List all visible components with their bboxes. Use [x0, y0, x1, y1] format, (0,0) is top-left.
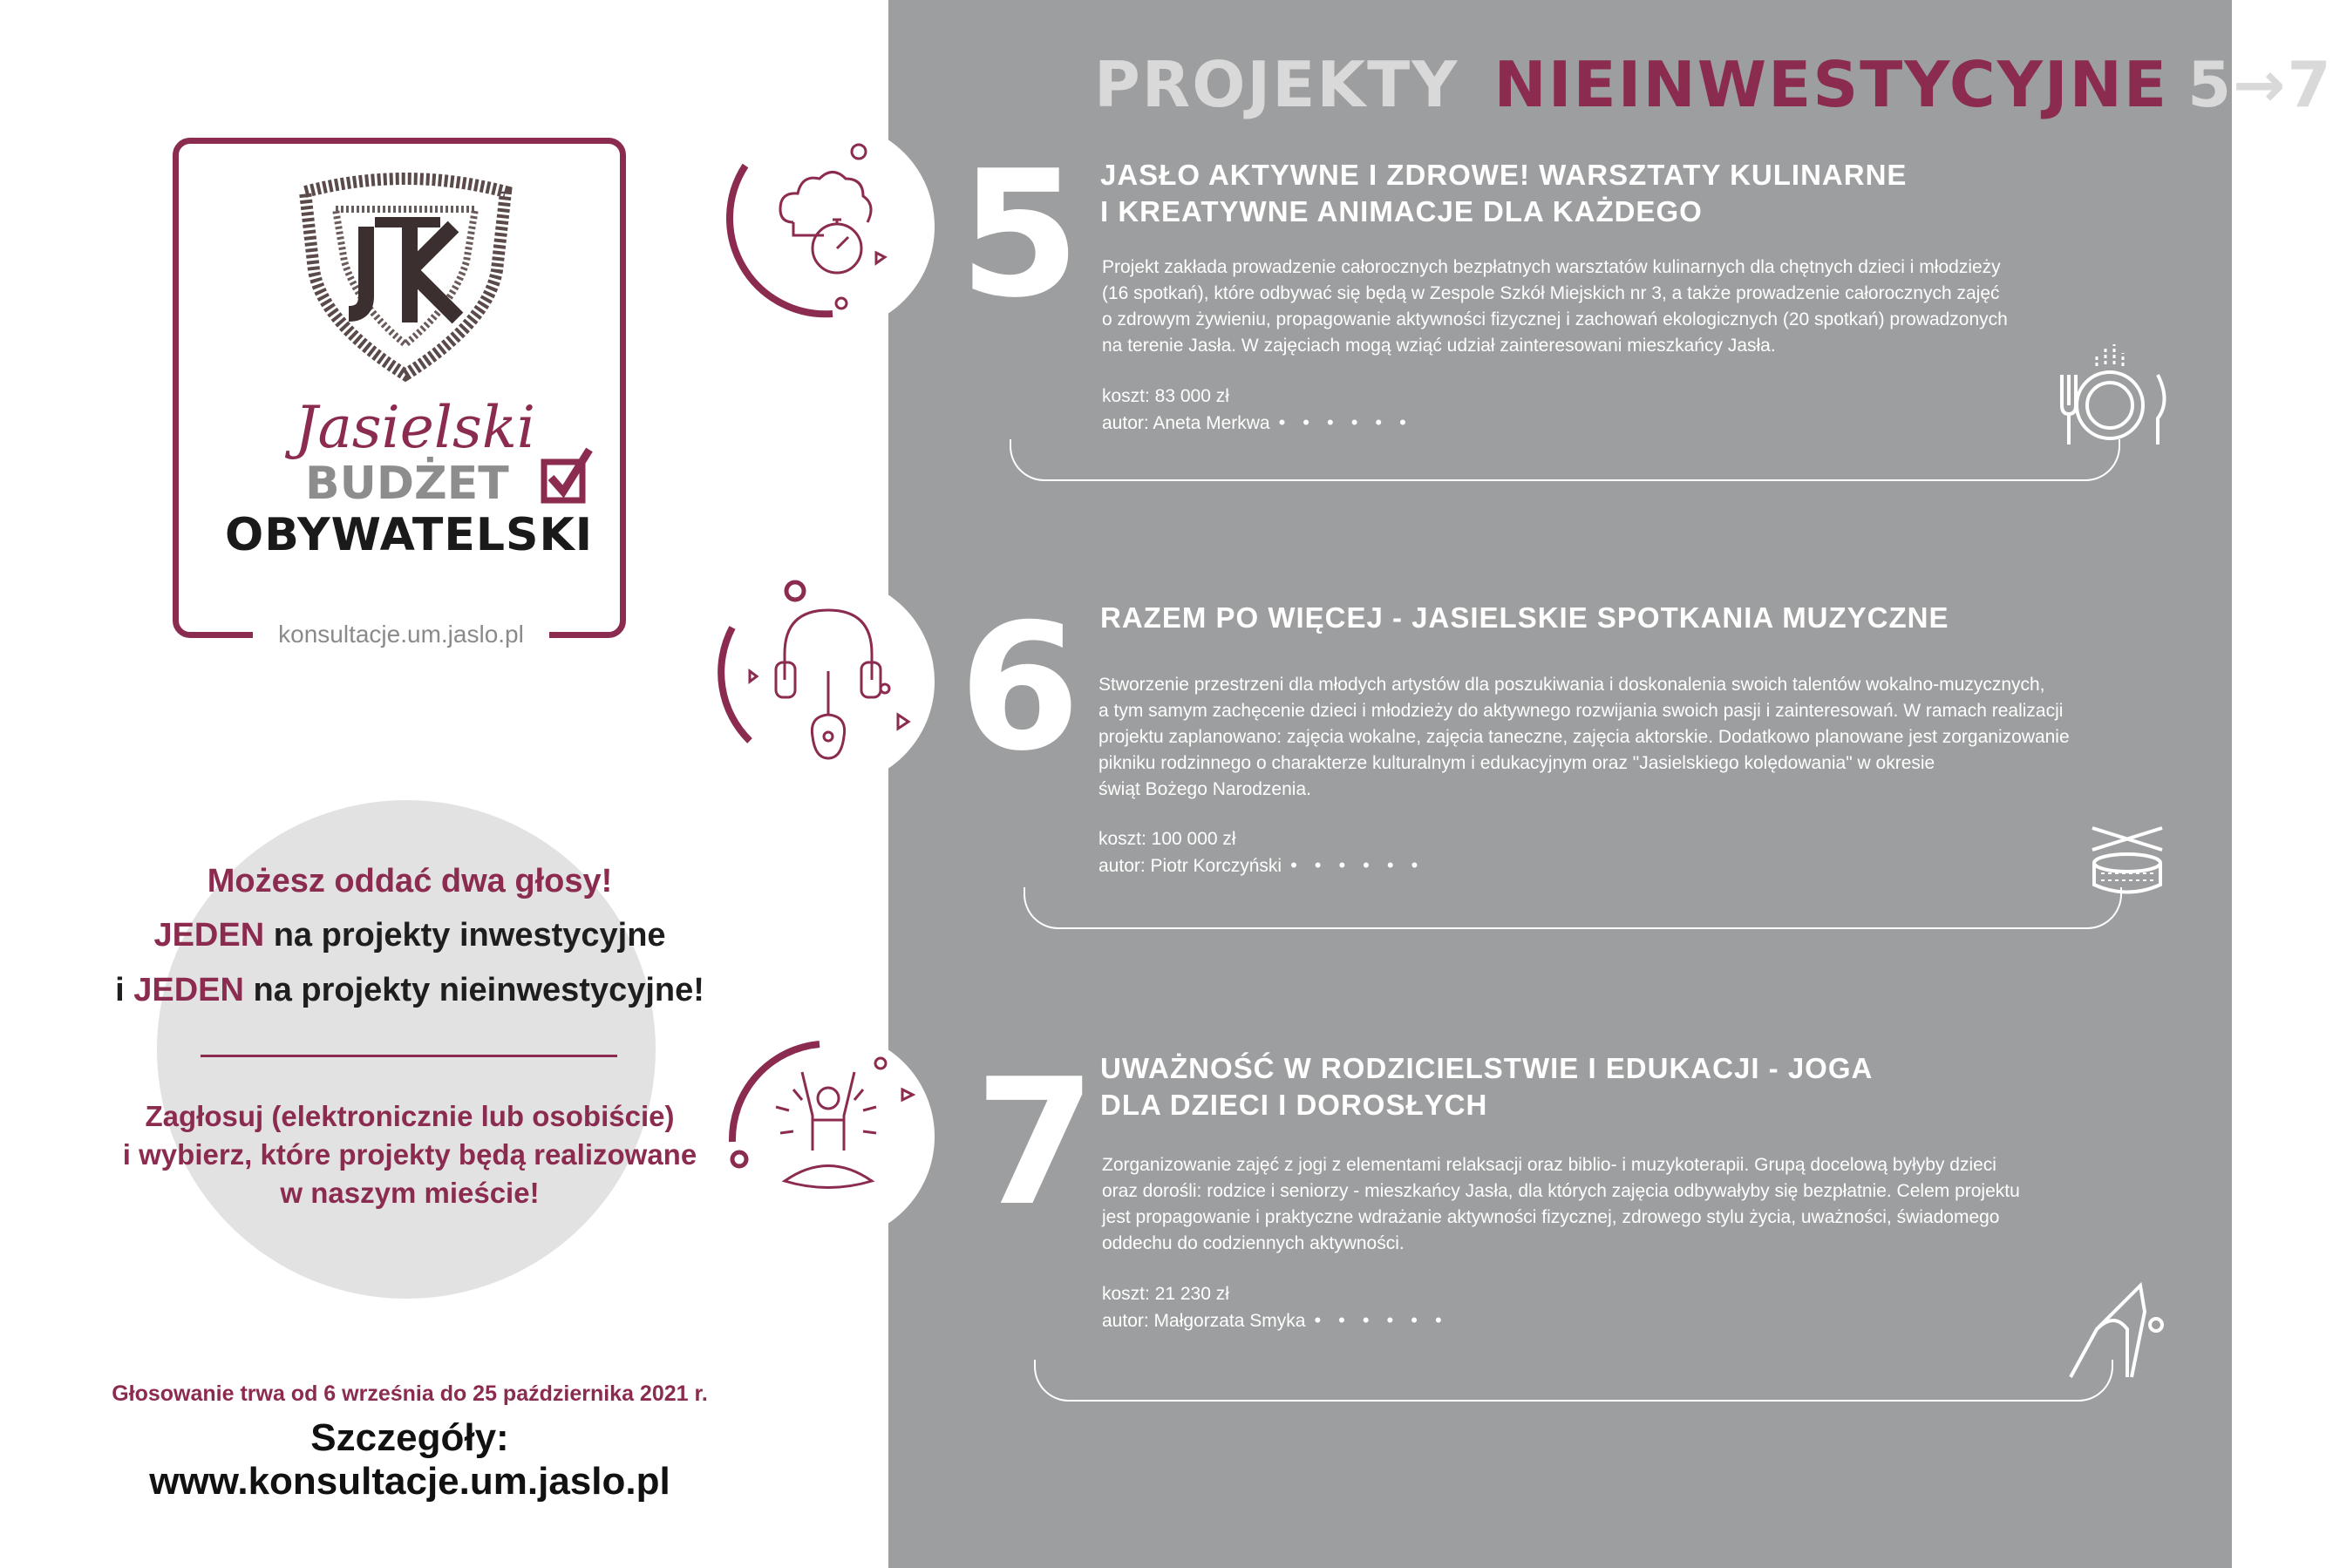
vote-accent-one: JEDEN	[153, 917, 265, 954]
project-6-desc-line: a tym samym zachęcenie dzieci i młodzieży do aktywnego rozwijania swoich pasji i zainteresowań. W ramach realizacji	[1098, 701, 2064, 721]
vote-line-noninvestment-text: na projekty nieinwestycyjne!	[243, 972, 704, 1008]
title-word-projekty: PROJEKTY	[1094, 48, 1459, 121]
project-5-underline	[1010, 439, 2120, 481]
dots-decoration: ••••••	[1278, 411, 1424, 433]
cta-line-1: Zagłosuj (elektronicznie lub osobiście)	[145, 1100, 675, 1132]
project-7-title-line-2: DLA DZIECI I DOROSŁYCH	[1100, 1089, 1488, 1121]
project-7-title-line-1: UWAŻNOŚĆ W RODZICIELSTWIE I EDUKACJI - JOGA	[1100, 1052, 1874, 1084]
logo-budzet-text: BUDŻET	[305, 458, 509, 510]
project-6-title	[1100, 600, 1949, 636]
project-7-description	[1102, 1152, 2183, 1257]
city-emblem-icon	[288, 174, 523, 384]
vote-accent-two: JEDEN	[133, 972, 244, 1008]
project-6-desc-line: świąt Bożego Narodzenia.	[1098, 779, 1311, 799]
project-5-author: autor: Aneta Merkwa	[1102, 413, 1270, 433]
project-7-desc-line: jest propagowanie i praktyczne wdrażanie aktywności fizycznej, zdrowego stylu życia, uważności, świadomego	[1102, 1207, 2000, 1227]
vote-headline: Możesz oddać dwa głosy!	[207, 863, 613, 899]
project-6-underline	[1024, 887, 2122, 929]
project-5-number: 5	[959, 133, 1081, 336]
cta-line-2: i wybierz, które projekty będą realizowane	[122, 1138, 697, 1171]
project-5-desc-line: na terenie Jasła. W zajęciach mogą wziąć udział zainteresowani mieszkańcy Jasła.	[1102, 336, 1776, 356]
project-7-cost: koszt: 21 230 zł	[1102, 1284, 1229, 1304]
page-title	[1094, 48, 2333, 121]
drum-icon	[2084, 819, 2171, 898]
project-6-desc-line: Stworzenie przestrzeni dla młodych artystów dla poszukiwania i doskonalenia swoich talentów wokalno-muzycznych,	[1098, 675, 2045, 695]
logo-obywatelski-text: OBYWATELSKI	[225, 509, 594, 561]
project-7-desc-line: Zorganizowanie zajęć z jogi z elementami relaksacji oraz biblio- i muzykoterapii. Grupą docelową byłyby dzieci	[1102, 1155, 1996, 1175]
project-6-desc-line: projektu zaplanowano: zajęcia wokalne, zajęcia taneczne, zajęcia aktorskie. Dodatkowo planowane jest zorganizowanie	[1098, 727, 2070, 747]
project-7-title	[1100, 1050, 1873, 1123]
project-5-title-line-2: I KREATYWNE ANIMACJE DLA KAŻDEGO	[1100, 195, 1703, 227]
chef-timer-icon	[711, 139, 920, 322]
project-5-desc-line: o zdrowym żywieniu, propagowanie aktywności fizycznej i zachowań ekologicznych (20 spotkań) prowadzonych	[1102, 309, 2008, 329]
project-6-title-line-1: RAZEM PO WIĘCEJ - JASIELSKIE SPOTKANIA MUZYCZNE	[1100, 601, 1949, 634]
project-7-desc-line: oraz dorośli: rodzice i seniorzy - mieszkańcy Jasła, dla których zajęcia odbywałyby się bezpłatnie. Celem projektu	[1102, 1181, 2020, 1201]
project-5-cost: koszt: 83 000 zł	[1102, 386, 1229, 406]
title-word-nieinwestycyjne: NIEINWESTYCYJNE	[1493, 48, 2169, 121]
title-range: 5→7	[2187, 48, 2333, 121]
project-5-desc-line: (16 spotkań), które odbywać się będą w Zespole Szkół Miejskich nr 3, a także prowadzenie całorocznych zajęć	[1102, 283, 2000, 303]
cta-line-3: w naszym mieście!	[280, 1177, 540, 1209]
project-7-number: 7	[975, 1042, 1097, 1245]
project-5-description	[1102, 255, 2183, 359]
vote-line-investment-text: na projekty inwestycyjne	[264, 917, 666, 954]
dots-decoration: ••••••	[1290, 854, 1436, 876]
meditation-icon	[715, 1037, 924, 1212]
logo-url: konsultacje.um.jaslo.pl	[278, 621, 524, 648]
project-6-description	[1098, 672, 2206, 803]
project-6-number: 6	[959, 587, 1081, 790]
vote-line-investment	[70, 917, 750, 954]
project-7-desc-line: oddechu do codziennych aktywności.	[1102, 1233, 1405, 1253]
vote-divider	[201, 1055, 617, 1057]
project-5-title	[1100, 157, 1907, 230]
project-7-underline	[1034, 1360, 2113, 1402]
headphones-guitar-icon	[715, 575, 924, 776]
project-6-cost: koszt: 100 000 zł	[1098, 829, 1236, 849]
project-5-desc-line: Projekt zakłada prowadzenie całorocznych bezpłatnych warsztatów kulinarnych dla chętnych dzieci i młodzieży	[1102, 257, 2001, 277]
plate-cutlery-icon	[2053, 340, 2175, 453]
project-5-meta	[1102, 384, 1424, 437]
project-7-meta	[1102, 1281, 1459, 1334]
project-5-title-line-1: JASŁO AKTYWNE I ZDROWE! WARSZTATY KULINARNE	[1100, 159, 1908, 191]
logo-script-text: Jasielski	[295, 394, 535, 461]
project-7-author: autor: Małgorzata Smyka	[1102, 1311, 1306, 1331]
details-link[interactable]: Szczegóły: www.konsultacje.um.jaslo.pl	[149, 1416, 670, 1503]
yoga-pose-icon	[2062, 1277, 2166, 1381]
project-6-author: autor: Piotr Korczyński	[1098, 856, 1282, 876]
project-6-meta	[1098, 826, 1435, 879]
voting-dates: Głosowanie trwa od 6 września do 25 października 2021 r.	[112, 1381, 708, 1406]
dots-decoration: ••••••	[1314, 1309, 1459, 1331]
vote-line-noninvestment	[70, 972, 750, 1009]
vote-line-prefix: i	[115, 972, 134, 1008]
project-6-desc-line: pikniku rodzinnego o charakterze kulturalnym i edukacyjnym oraz "Jasielskiego kolędowania" w okresie	[1098, 753, 1935, 773]
checkbox-check-icon	[541, 445, 593, 506]
